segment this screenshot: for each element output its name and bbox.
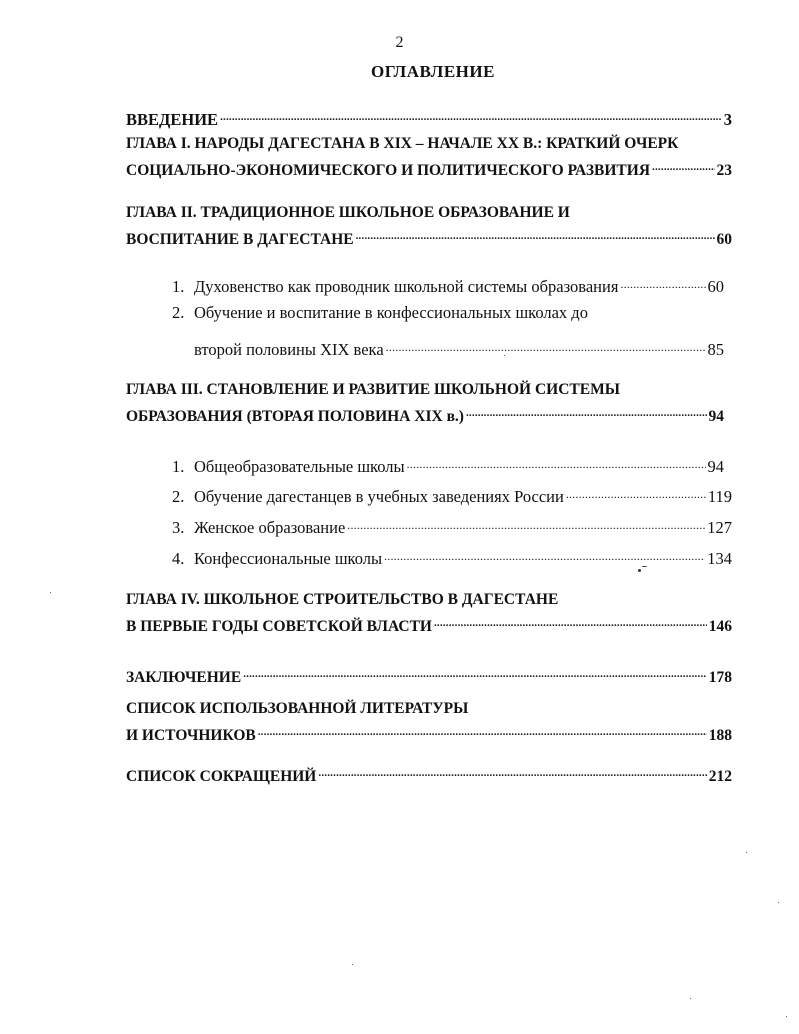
toc-entry-page: 94: [707, 457, 724, 476]
toc-entry-page: 127: [707, 518, 732, 537]
dot-leader: [220, 103, 722, 125]
toc-section-2-2-line2[interactable]: [194, 333, 724, 359]
toc-entry-page: 94: [708, 408, 724, 425]
toc-entry-label: ВВЕДЕНИЕ: [126, 110, 219, 129]
dot-leader: [407, 450, 706, 472]
toc-entry-label: Общеобразовательные школы: [194, 457, 405, 476]
scan-speck: [638, 569, 641, 572]
dot-leader: [652, 153, 714, 175]
dot-leader: [347, 511, 705, 533]
toc-entry-label: ГЛАВА III. СТАНОВЛЕНИЕ И РАЗВИТИЕ ШКОЛЬНОЙ СИСТЕМЫ: [126, 381, 620, 398]
toc-literature-line1[interactable]: [126, 698, 732, 720]
toc-entry-page: 212: [708, 768, 732, 785]
toc-entry-page: 85: [707, 340, 724, 359]
scan-speck: [352, 964, 353, 965]
toc-entry-page: 146: [708, 618, 732, 635]
toc-chapter-4-title-line2[interactable]: [126, 609, 732, 635]
dot-leader: [243, 660, 707, 682]
toc-entry-label: ГЛАВА II. ТРАДИЦИОННОЕ ШКОЛЬНОЕ ОБРАЗОВАНИЕ И: [126, 204, 570, 221]
dot-leader: [620, 270, 705, 292]
scan-speck: [642, 566, 647, 567]
section-number: 2.: [172, 303, 185, 322]
toc-chapter-1-title-line2[interactable]: [126, 153, 732, 179]
dot-leader: [466, 399, 707, 421]
toc-entry-page: 178: [708, 669, 732, 686]
toc-chapter-4-title-line1[interactable]: [126, 589, 732, 611]
toc-entry-label: В ПЕРВЫЕ ГОДЫ СОВЕТСКОЙ ВЛАСТИ: [126, 618, 432, 635]
toc-entry-label: Духовенство как проводник школьной системы образования: [194, 277, 619, 296]
toc-entry-conclusion[interactable]: [126, 660, 732, 686]
toc-entry-label: Конфессиональные школы: [194, 549, 383, 568]
toc-entry-page: 188: [708, 727, 732, 744]
scan-speck: [786, 1016, 787, 1017]
dot-leader: [258, 718, 707, 740]
scan-speck: [778, 902, 779, 903]
toc-entry-label: ГЛАВА I. НАРОДЫ ДАГЕСТАНА В XIX – НАЧАЛЕ XX В.: КРАТКИЙ ОЧЕРК: [126, 135, 679, 152]
toc-entry-label: ГЛАВА IV. ШКОЛЬНОЕ СТРОИТЕЛЬСТВО В ДАГЕСТАНЕ: [126, 591, 559, 608]
toc-entry-label: ОБРАЗОВАНИЯ (ВТОРАЯ ПОЛОВИНА XIX в.): [126, 408, 464, 425]
section-number: 3.: [172, 518, 185, 537]
page-title: ОГЛАВЛЕНИЕ: [371, 62, 495, 81]
toc-entry-page: 119: [707, 487, 732, 506]
toc-section-3-2[interactable]: [172, 480, 732, 506]
toc-entry-page: 23: [716, 162, 732, 179]
toc-entry-label: Женское образование: [194, 518, 346, 537]
toc-entry-page: 60: [707, 277, 724, 296]
toc-entry-page: 60: [716, 231, 732, 248]
toc-entry-label: ВОСПИТАНИЕ В ДАГЕСТАНЕ: [126, 231, 354, 248]
toc-section-3-1[interactable]: [172, 450, 724, 476]
toc-entry-label: второй половины XIX века: [194, 340, 384, 359]
toc-entry-page: 3: [723, 110, 732, 129]
dot-leader: [566, 480, 706, 502]
toc-chapter-1-title-line1[interactable]: [126, 133, 732, 155]
toc-chapter-2-title-line2[interactable]: [126, 222, 732, 248]
scan-speck: [746, 852, 747, 853]
scan-speck: [504, 355, 505, 356]
toc-section-3-4[interactable]: [172, 542, 732, 568]
dot-leader: [318, 759, 706, 781]
toc-entry-label: СПИСОК ИСПОЛЬЗОВАННОЙ ЛИТЕРАТУРЫ: [126, 700, 469, 717]
section-number: 1.: [172, 457, 185, 476]
toc-section-2-2-line1[interactable]: [172, 302, 724, 324]
toc-chapter-2-title-line1[interactable]: [126, 202, 732, 224]
toc-entry-introduction[interactable]: [126, 103, 732, 129]
page-number: 2: [395, 34, 404, 51]
toc-section-2-1[interactable]: [172, 270, 724, 296]
section-number: 2.: [172, 487, 185, 506]
dot-leader: [434, 609, 707, 631]
toc-chapter-3-title-line2[interactable]: [126, 399, 724, 425]
toc-entry-label: И ИСТОЧНИКОВ: [126, 727, 256, 744]
toc-entry-label: Обучение и воспитание в конфессиональных школах до: [194, 303, 588, 322]
dot-leader: [384, 542, 705, 564]
scan-speck: [50, 592, 51, 593]
toc-entry-page: 134: [707, 549, 732, 568]
section-number: 4.: [172, 549, 185, 568]
toc-literature-line2[interactable]: [126, 718, 732, 744]
toc-entry-abbreviations[interactable]: [126, 759, 732, 785]
dot-leader: [356, 222, 715, 244]
toc-entry-label: СОЦИАЛЬНО-ЭКОНОМИЧЕСКОГО И ПОЛИТИЧЕСКОГО РАЗВИТИЯ: [126, 162, 651, 179]
scan-speck: [690, 998, 691, 999]
dot-leader: [386, 333, 706, 355]
toc-entry-label: Обучение дагестанцев в учебных заведениях России: [194, 487, 564, 506]
toc-chapter-3-title-line1[interactable]: [126, 379, 732, 401]
toc-section-3-3[interactable]: [172, 511, 732, 537]
toc-entry-label: СПИСОК СОКРАЩЕНИЙ: [126, 768, 317, 785]
toc-entry-label: ЗАКЛЮЧЕНИЕ: [126, 669, 242, 686]
section-number: 1.: [172, 277, 185, 296]
